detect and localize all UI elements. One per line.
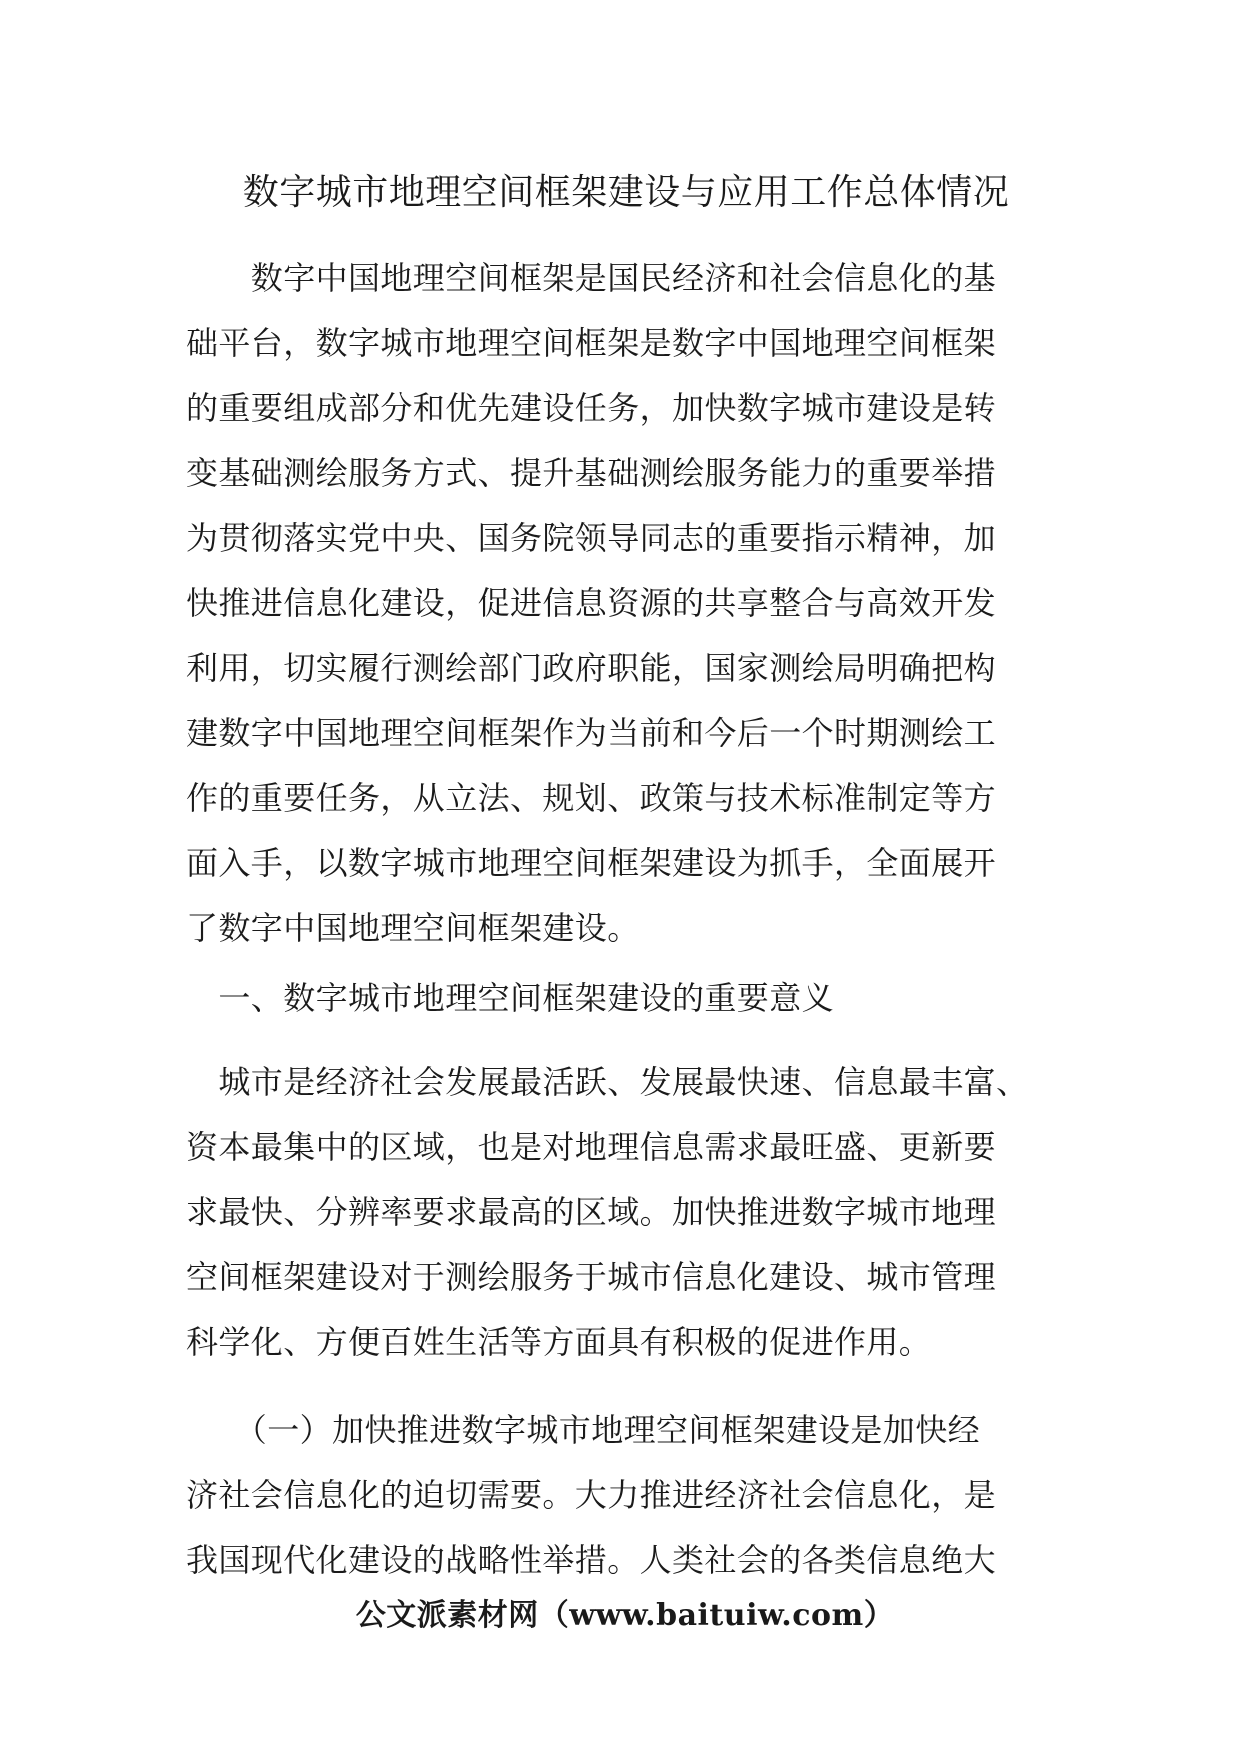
footer-source: 公文派素材网（www.baituiw.com） bbox=[355, 1598, 895, 1633]
paragraph-line: 作的重要任务，从立法、规划、政策与技术标准制定等方 bbox=[186, 779, 997, 817]
paragraph-line: 空间框架建设对于测绘服务于城市信息化建设、城市管理 bbox=[186, 1258, 997, 1296]
paragraph-line: 面入手，以数字城市地理空间框架建设为抓手，全面展开 bbox=[186, 844, 997, 882]
paragraph-line: （一）加快推进数字城市地理空间框架建设是加快经 bbox=[186, 1411, 981, 1449]
section-heading-text: 一、数字城市地理空间框架建设的重要意义 bbox=[186, 979, 835, 1017]
paragraph-line: 为贯彻落实党中央、国务院领导同志的重要指示精神，加 bbox=[186, 519, 997, 557]
paragraph-line: 础平台，数字城市地理空间框架是数字中国地理空间框架 bbox=[186, 324, 997, 362]
paragraph-line: 快推进信息化建设，促进信息资源的共享整合与高效开发 bbox=[186, 584, 997, 622]
section-heading bbox=[186, 966, 1054, 1031]
paragraph-line: 的重要组成部分和优先建设任务，加快数字城市建设是转 bbox=[186, 389, 997, 427]
paragraph-line: 城市是经济社会发展最活跃、发展最快速、信息最丰富、 bbox=[186, 1063, 1029, 1101]
paragraph-line: 求最快、分辨率要求最高的区域。加快推进数字城市地理 bbox=[186, 1193, 997, 1231]
paragraph-line: 了数字中国地理空间框架建设。 bbox=[186, 909, 640, 947]
document-title: 数字城市地理空间框架建设与应用工作总体情况 bbox=[242, 172, 1010, 213]
paragraph-intro bbox=[186, 246, 1054, 961]
paragraph-line: 济社会信息化的迫切需要。大力推进经济社会信息化，是 bbox=[186, 1476, 997, 1514]
paragraph-significance bbox=[186, 1050, 1054, 1375]
paragraph-subsection-1 bbox=[186, 1398, 1054, 1593]
paragraph-line: 变基础测绘服务方式、提升基础测绘服务能力的重要举措 bbox=[186, 454, 997, 492]
paragraph-line: 我国现代化建设的战略性举措。人类社会的各类信息绝大 bbox=[186, 1541, 997, 1579]
paragraph-line: 科学化、方便百姓生活等方面具有积极的促进作用。 bbox=[186, 1323, 932, 1361]
paragraph-line: 数字中国地理空间框架是国民经济和社会信息化的基 bbox=[186, 259, 997, 297]
paragraph-line: 建数字中国地理空间框架作为当前和今后一个时期测绘工 bbox=[186, 714, 997, 752]
paragraph-line: 资本最集中的区域，也是对地理信息需求最旺盛、更新要 bbox=[186, 1128, 997, 1166]
paragraph-line: 利用，切实履行测绘部门政府职能，国家测绘局明确把构 bbox=[186, 649, 997, 687]
